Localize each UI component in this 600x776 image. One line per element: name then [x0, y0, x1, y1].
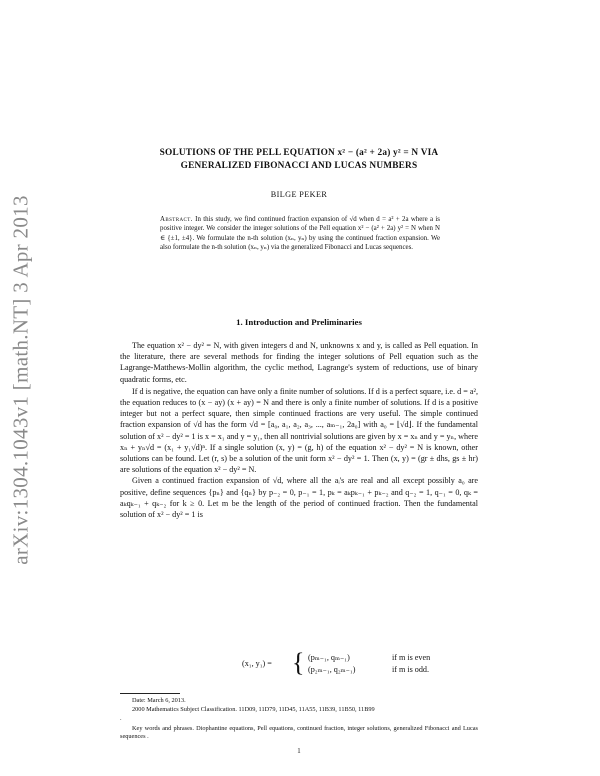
paragraph-2: If d is negative, the equation can have only a finite number of solutions. If d is a perfect square, i.e. d = a², the equation reduces to (x − ay) (x + ay) = N and there is only a finite number of solutions. If d is a positive integer but not a perfect square, then simple continued fractions are very useful. The simple continued fraction expansion of √d has the form √d = [a₀, a₁, a₂, a₃, ..., aₘ₋₁, 2a₀] with a₀ = ⌊√d⌋. If the fundamental solution of x² − dy² = 1 is x = x₁ and y = y₁, then all nontrivial solutions are given by x = xₙ and y = yₙ, where xₙ + yₙ√d = (x₁ + y₁√d)ⁿ. If a single solution (x, y) = (g, h) of the equation x² − dy² = N is known, other solutions can be found. Let (r, s) be a solution of the unit form x² − dy² = 1. Then (x, y) = (gr ± dhs, gs ± hr) are solutions of the equation x² − dy² = N. — [120, 386, 478, 475]
footnote-date: Date: March 6, 2013. — [132, 697, 186, 704]
author-name: BILGE PEKER — [270, 190, 328, 199]
formula-cases — [308, 652, 431, 676]
arxiv-sidebar — [6, 160, 36, 600]
footnote-rule — [120, 693, 180, 694]
title-line-1: SOLUTIONS OF THE PELL EQUATION x² − (a² + 2a) y² = N VIA — [159, 148, 439, 158]
formula-cond-1: if m is even — [392, 653, 431, 662]
title-line-2: GENERALIZED FIBONACCI AND LUCAS NUMBERS — [180, 161, 418, 171]
formula-cond-2: if m is odd. — [392, 665, 430, 674]
paper-title — [120, 147, 478, 173]
formula-case-odd — [308, 664, 430, 676]
body-text — [120, 340, 478, 520]
paragraph-3: Given a continued fraction expansion of √d, where all the aᵢ's are real and all except possibly a₀ are positive, define sequences {pₙ} and {qₙ} by p₋₂ = 0, p₋₁ = 1, pₖ = aₖpₖ₋₁ + pₖ₋₂ and q₋₂ = 1, q₋₁ = 0, qₖ = aₖqₖ₋₁ + qₖ₋₂ for k ≥ 0. Let m be the length of the period of continued fraction. Then the fundamental solution of x² − dy² = 1 is — [120, 476, 478, 520]
footnotes — [120, 697, 478, 742]
abstract — [160, 215, 440, 252]
formula-case-even — [308, 652, 431, 664]
footnote-keywords: Key words and phrases. Diophantine equations, Pell equations, continued fraction, integer solutions, generalized Fibonacci and Lucas sequences . — [120, 724, 478, 741]
formula-lhs: (x₁, y₁) = — [242, 659, 272, 668]
abstract-text: In this study, we find continued fraction expansion of √d when d = a² + 2a where a is positive integer. We consider the integer solutions of the Pell equation x² − (a² + 2a) y² = N when N ∈ {±1, ±4}. We formulate the n-th solution (xₙ, yₙ) by using the continued fraction expansion. We also formulate the n-th solution (xₙ, yₙ) via the generalized Fibonacci and Lucas sequences. — [160, 216, 440, 251]
paragraph-1: The equation x² − dy² = N, with given integers d and N, unknowns x and y, is called as Pell equation. In the literature, there are several methods for finding the integer solutions of Pell equation such as the Lagrange-Matthews-Mollin algorithm, the cyclic method, Lagrange's system of reductions, use of binary quadratic forms, etc. — [120, 341, 478, 384]
formula-case-2: (p₂ₘ₋₁, q₂ₘ₋₁) — [308, 665, 356, 674]
footnote-dot: . — [120, 715, 122, 723]
formula-case-1: (pₘ₋₁, qₘ₋₁) — [308, 653, 350, 662]
footnote-msc: 2000 Mathematics Subject Classification. 11D09, 11D79, 11D45, 11A55, 11B39, 11B50, 11B99 — [132, 705, 375, 713]
arxiv-identifier: arXiv:1304.1043v1 [math.NT] 3 Apr 2013 — [8, 195, 33, 565]
formula-brace: { — [292, 648, 305, 677]
section-heading: 1. Introduction and Preliminaries — [236, 317, 362, 327]
page-number: 1 — [297, 748, 301, 755]
abstract-label: Abstract. — [160, 216, 193, 223]
